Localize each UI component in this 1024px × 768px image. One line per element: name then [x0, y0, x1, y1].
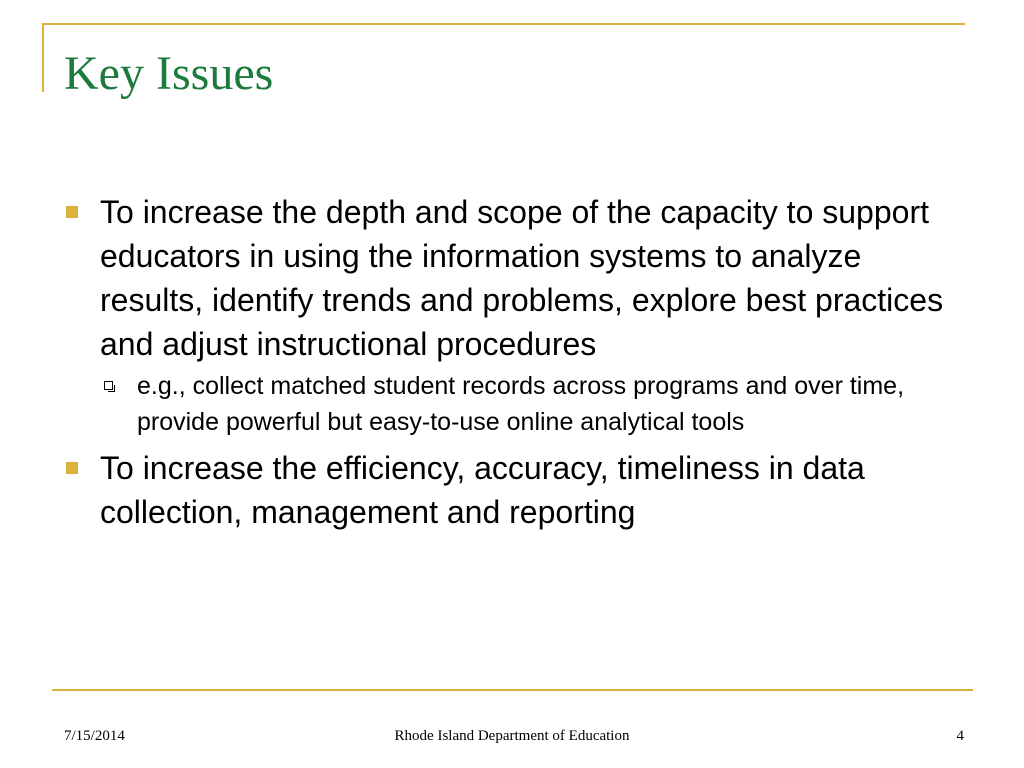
footer-divider — [52, 689, 973, 691]
frame-left-line — [42, 23, 44, 92]
bullet-text: To increase the efficiency, accuracy, timeliness in data collection, management and reporting — [100, 450, 865, 530]
sub-bullet-text: e.g., collect matched student records across programs and over time, provide powerful but easy-to-use online analytical tools — [137, 372, 905, 436]
square-bullet-icon — [66, 462, 78, 474]
bullet-text: To increase the depth and scope of the capacity to support educators in using the information systems to analyze results, identify trends and problems, explore best practices and adjust instructional procedures — [100, 194, 944, 362]
sub-bullet-item — [100, 368, 960, 440]
frame-top-line — [42, 23, 965, 25]
footer-date: 7/15/2014 — [64, 728, 125, 744]
square-bullet-icon — [66, 206, 78, 218]
bullet-item — [60, 446, 960, 534]
bullet-item — [60, 190, 960, 366]
page-number: 4 — [956, 728, 964, 744]
footer-organization: Rhode Island Department of Education — [394, 728, 630, 744]
slide-content — [60, 190, 960, 534]
hollow-square-bullet-icon — [104, 381, 113, 390]
slide-title: Key Issues — [64, 47, 274, 100]
